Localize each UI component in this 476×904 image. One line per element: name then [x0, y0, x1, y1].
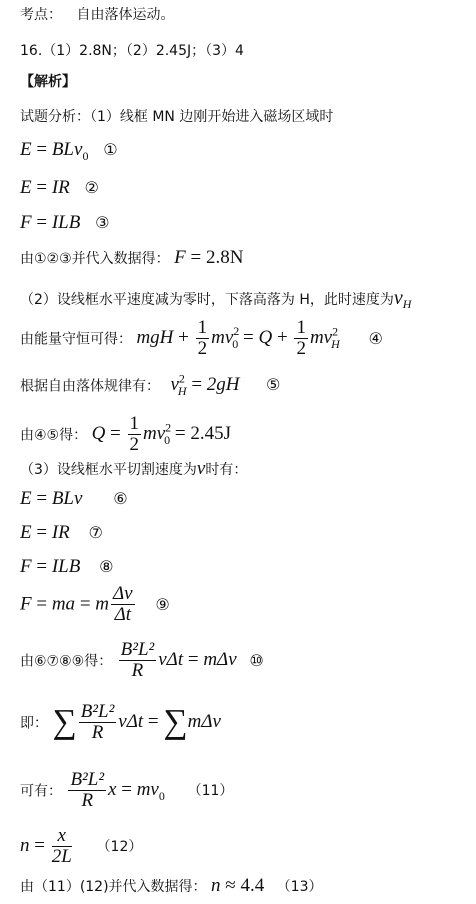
sum-sigma-2: ∑ — [163, 703, 188, 741]
eq12-tag: （12） — [96, 839, 143, 856]
equation-10: 由⑥⑦⑧⑨得： $\frac{\text{B²L²}}{R}$ vΔt = mΔv ⑩ — [20, 639, 264, 681]
eq9-tag: ⑨ — [155, 594, 170, 614]
energy-q: Q — [258, 326, 273, 348]
eq10-tag: ⑩ — [249, 650, 264, 670]
part3-text: （3）设线框水平切割速度为 — [20, 462, 197, 478]
energy-b: mv — [211, 326, 234, 348]
final-tag: （13） — [276, 879, 323, 895]
eq2-tag: ② — [84, 178, 99, 197]
part3-line — [20, 458, 247, 480]
equation-1: E = BLv$_0$ ① — [20, 139, 118, 163]
energy-frac1: $\frac{1}{2}$ — [197, 317, 208, 359]
final-value: 4.4 — [240, 875, 265, 896]
sum-frac: $\frac{\text{B²L²}}{R}$ — [80, 701, 115, 743]
eq10-rhs: mΔv — [203, 648, 237, 670]
part3-var: v — [196, 458, 206, 479]
analysis-intro: 试题分析：（1）线框 MN 边刚开始进入磁场区域时 — [20, 109, 334, 125]
energy-equation: 由能量守恒可得： mgH + $\frac{1}{2}$ $mv^2_0 = Q$ + $\frac{1}{2}$ $mv^2_H$ ④ — [20, 317, 383, 359]
eq12-frac: $\frac{x}{2L}$ — [51, 825, 72, 867]
freefall-rhs: 2gH — [206, 374, 240, 396]
eq9-mid: ma — [51, 593, 76, 615]
freefall-prefix: 根据自由落体规律有： — [20, 378, 160, 395]
part2-sub: H — [402, 296, 412, 311]
sum-equation: 即： ∑ $\frac{\text{B²L²}}{R}$ vΔt = ∑mΔv — [20, 701, 221, 743]
answer-line: 16.（1）2.8N；（2）2.45J；（3）4 — [20, 43, 244, 59]
energy-tag: ④ — [368, 328, 383, 348]
eq9-frac: $\frac{\Delta v}{\Delta t}$ — [113, 583, 133, 625]
result2-prefix: 由④⑤得： — [20, 427, 88, 444]
eq8-rhs: ILB — [51, 556, 81, 577]
eq1-lhs: E — [20, 139, 32, 160]
equation-8: F = ILB ⑧ — [20, 556, 114, 577]
eq1-tag: ① — [103, 140, 118, 159]
eq11-tag: （11） — [187, 783, 234, 800]
result2-value: 2.45J — [190, 422, 232, 444]
result2-q: Q — [91, 422, 106, 444]
eq7-rhs: IR — [51, 522, 70, 543]
result1-value: 2.8N — [205, 247, 244, 268]
final-result: 由（11）(12)并代入数据得： n ≈ 4.4 （13） — [20, 875, 323, 896]
equation-3: F = ILB ③ — [20, 212, 110, 233]
equation-7: E = IR ⑦ — [20, 522, 103, 543]
equation-6: E = BLv ⑥ — [20, 488, 128, 509]
energy-prefix: 由能量守恒可得： — [20, 331, 132, 348]
eq6-rhs: BLv — [51, 488, 83, 509]
equation-2: E = IR ② — [20, 177, 99, 198]
final-prefix: 由（11）(12)并代入数据得： — [20, 879, 207, 895]
energy-a: mgH — [136, 326, 174, 348]
eq1-rhs: BLv — [51, 139, 83, 160]
eq2-rhs: IR — [51, 177, 70, 198]
kaodian-label: 考点： — [20, 7, 62, 23]
part2-line — [20, 287, 411, 312]
equation-11: 可有： $\frac{\text{B²L²}}{R}$ $x = mv_0$ （11） — [20, 769, 234, 811]
sum-prefix: 即： — [20, 715, 48, 732]
equation-12: n = $\frac{x}{2L}$ （12） — [20, 825, 143, 867]
part2-text: （2）设线框水平速度减为零时，下落高落为 H，此时速度为 — [20, 292, 394, 308]
eq8-tag: ⑧ — [99, 557, 114, 576]
eq10-prefix: 由⑥⑦⑧⑨得： — [20, 653, 113, 670]
energy-frac2: $\frac{1}{2}$ — [296, 317, 306, 359]
eq3-lhs: F — [20, 212, 32, 233]
freefall-v: v — [170, 374, 179, 396]
result1-prefix: 由①②③并代入数据得： — [20, 251, 170, 267]
kaodian-value: 自由落体运动。 — [76, 7, 175, 23]
result2-frac: $\frac{1}{2}$ — [129, 413, 140, 455]
eq2-lhs: E — [20, 177, 32, 198]
eq7-tag: ⑦ — [88, 523, 103, 542]
kaodian-line — [20, 4, 174, 24]
sum-sigma-1: ∑ — [52, 703, 77, 741]
jiexi-heading: 【解析】 — [20, 74, 76, 90]
result-1: 由①②③并代入数据得： F = 2.8N — [20, 247, 244, 268]
eq3-rhs: ILB — [51, 212, 81, 233]
eq11-prefix: 可有： — [20, 783, 62, 800]
eq1-sub: 0 — [82, 148, 89, 163]
eq11-frac: $\frac{\text{B²L²}}{R}$ — [70, 769, 105, 811]
result1-lhs: F — [174, 247, 186, 268]
part3-suffix: 时有： — [205, 462, 248, 478]
eq10-frac: $\frac{\text{B²L²}}{R}$ — [120, 639, 155, 681]
equation-9: F = ma = m $\frac{\Delta v}{\Delta t}$ ⑨ — [20, 583, 170, 625]
freefall-tag: ⑤ — [265, 375, 281, 395]
part2-var: v — [393, 287, 403, 309]
result-2: 由④⑤得： Q = $\frac{1}{2}$ $mv^2_0 = 2.45J$ — [20, 413, 232, 455]
eq3-tag: ③ — [95, 213, 110, 232]
eq6-tag: ⑥ — [113, 489, 128, 508]
freefall-equation: 根据自由落体规律有： $v^2_H = 2gH$ ⑤ — [20, 372, 281, 399]
energy-c: mv — [309, 326, 333, 348]
